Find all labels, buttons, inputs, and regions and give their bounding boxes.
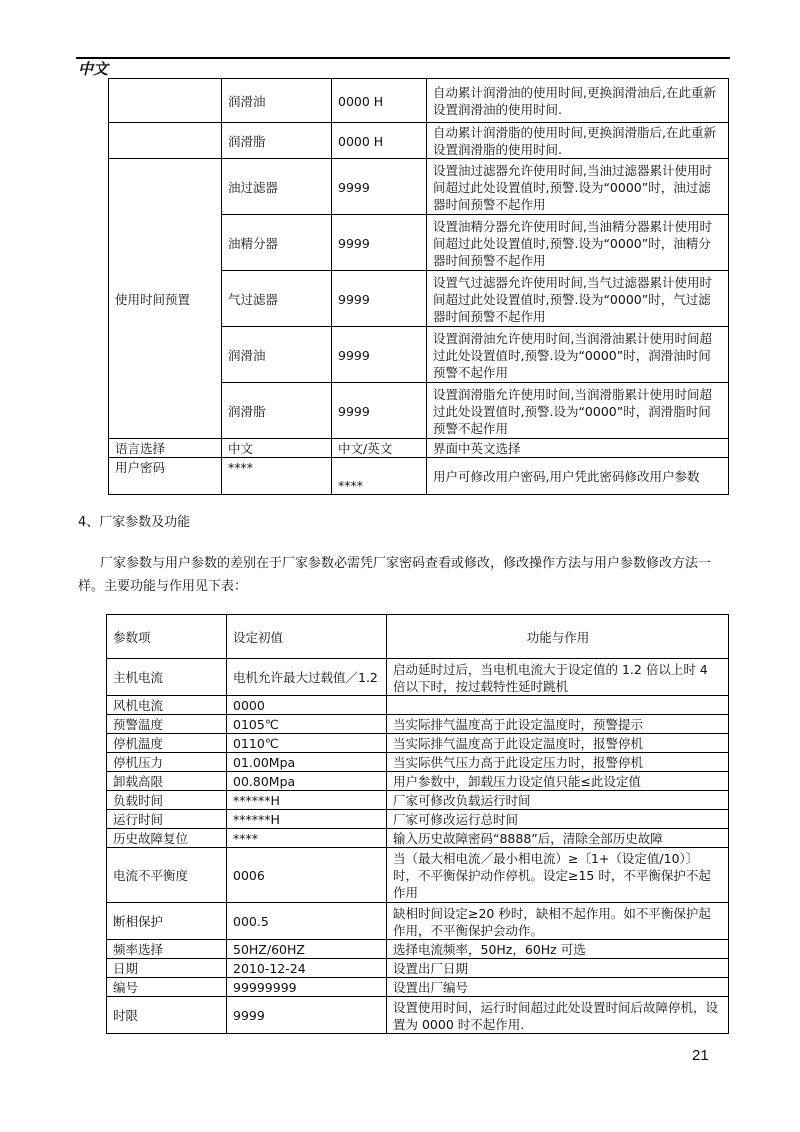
table-cell: 00.80Mpa <box>227 772 387 791</box>
usage-group-label: 使用时间预置 <box>109 159 222 439</box>
table-cell <box>109 123 222 159</box>
table-cell: 0000 <box>227 696 387 715</box>
table-cell: 停机温度 <box>107 734 227 753</box>
table-cell: 电流不平衡度 <box>107 848 227 903</box>
table-cell: 当（最大相电流／最小相电流）≥〔1+（设定值/10）〕时，不平衡保护动作停机。设定≥15 时，不平衡保护不起作用 <box>387 848 729 903</box>
table-cell: 99999999 <box>227 978 387 997</box>
table-cell: 润滑脂 <box>222 123 332 159</box>
table-cell: 0110℃ <box>227 734 387 753</box>
table-cell: 9999 <box>332 327 427 383</box>
table-row <box>107 734 729 753</box>
table-cell: 运行时间 <box>107 810 227 829</box>
table-cell: 编号 <box>107 978 227 997</box>
table-cell: 厂家可修改负载运行时间 <box>387 791 729 810</box>
table-cell: **** <box>222 458 332 495</box>
table-cell: ******H <box>227 791 387 810</box>
table-row <box>107 829 729 848</box>
table-row <box>107 659 729 696</box>
table-cell: 设置润滑脂允许使用时间,当润滑脂累计使用时间超过此处设置值时,预警.设为“0000”时，润滑脂时间预警不起作用 <box>427 383 729 439</box>
table-cell <box>109 79 222 123</box>
table-cell: 01.00Mpa <box>227 753 387 772</box>
table-cell: 厂家可修改运行总时间 <box>387 810 729 829</box>
table-cell: 停机压力 <box>107 753 227 772</box>
table-cell: 主机电流 <box>107 659 227 696</box>
table-cell: 用户密码 <box>109 458 222 495</box>
table-cell: 断相保护 <box>107 903 227 940</box>
table-row <box>107 940 729 959</box>
table-cell: 时限 <box>107 997 227 1034</box>
table-row <box>109 123 729 159</box>
table-cell: 9999 <box>332 271 427 327</box>
table-row <box>107 848 729 903</box>
table-row <box>109 159 729 215</box>
table-cell: 当实际排气温度高于此设定温度时，预警提示 <box>387 715 729 734</box>
table-cell: 用户参数中，卸载压力设定值只能≤此设定值 <box>387 772 729 791</box>
table-cell: 0105℃ <box>227 715 387 734</box>
table-header-cell: 设定初值 <box>227 615 387 659</box>
table-cell: 语言选择 <box>109 439 222 458</box>
table-row <box>107 903 729 940</box>
table-cell: 预警温度 <box>107 715 227 734</box>
table-cell: 9999 <box>332 383 427 439</box>
table-row <box>107 959 729 978</box>
table-cell: 自动累计润滑油的使用时间,更换润滑油后,在此重新设置润滑油的使用时间. <box>427 79 729 123</box>
table-cell: 0000 H <box>332 123 427 159</box>
table-cell <box>387 696 729 715</box>
table-cell: 输入历史故障密码“8888”后，清除全部历史故障 <box>387 829 729 848</box>
table-row <box>107 978 729 997</box>
table-cell: 历史故障复位 <box>107 829 227 848</box>
table-cell: 中文 <box>222 439 332 458</box>
table-row <box>109 439 729 458</box>
table-cell: 油过滤器 <box>222 159 332 215</box>
table-row <box>109 458 729 495</box>
section-intro: 厂家参数与用户参数的差别在于厂家参数必需凭厂家密码查看或修改，修改操作方法与用户参数修改方法一样。主要功能与作用见下表： <box>78 556 712 594</box>
table-row <box>109 79 729 123</box>
table-row <box>107 696 729 715</box>
table-cell: 9999 <box>227 997 387 1034</box>
table-cell: 日期 <box>107 959 227 978</box>
table-cell: 设置油过滤器允许使用时间,当油过滤器累计使用时间超过此处设置值时,预警.设为“0000”时，油过滤器时间预警不起作用 <box>427 159 729 215</box>
table-header-cell: 功能与作用 <box>387 615 729 659</box>
table-cell: 润滑脂 <box>222 383 332 439</box>
table-cell: 0000 H <box>332 79 427 123</box>
header-rule <box>76 57 730 59</box>
page-header-label: 中文 <box>78 60 109 78</box>
table-cell: 缺相时间设定≥20 秒时，缺相不起作用。如不平衡保护起作用，不平衡保护会动作。 <box>387 903 729 940</box>
table-cell: 设置使用时间，运行时间超过此处设置时间后故障停机，设置为 0000 时不起作用. <box>387 997 729 1034</box>
table-cell: 润滑油 <box>222 327 332 383</box>
table-cell: **** <box>227 829 387 848</box>
table-cell: 9999 <box>332 215 427 271</box>
table-cell: 卸载高限 <box>107 772 227 791</box>
table-row <box>107 772 729 791</box>
table-cell: 0006 <box>227 848 387 903</box>
page-number: 21 <box>692 1047 709 1064</box>
table-header-row <box>107 615 729 659</box>
table-cell: 自动累计润滑脂的使用时间,更换润滑脂后,在此重新设置润滑脂的使用时间. <box>427 123 729 159</box>
section-heading: 4、厂家参数及功能 <box>78 515 191 530</box>
table-cell: 设置气过滤器允许使用时间,当气过滤器累计使用时间超过此处设置值时,预警.设为“0000”时，气过滤器时间预警不起作用 <box>427 271 729 327</box>
table-cell: 设置出厂日期 <box>387 959 729 978</box>
table-cell: 界面中英文选择 <box>427 439 729 458</box>
table-cell: 设置润滑油允许使用时间,当润滑油累计使用时间超过此处设置值时,预警.设为“0000”时，润滑油时间预警不起作用 <box>427 327 729 383</box>
user-parameter-table <box>108 78 729 495</box>
table-cell: 50HZ/60HZ <box>227 940 387 959</box>
table-cell: 电机允许最大过载值／1.2 <box>227 659 387 696</box>
table-row <box>107 753 729 772</box>
table-cell: 中文/英文 <box>332 439 427 458</box>
table-row <box>107 791 729 810</box>
table-cell: 当实际排气温度高于此设定温度时，报警停机 <box>387 734 729 753</box>
table-cell: 2010-12-24 <box>227 959 387 978</box>
table-cell: 启动延时过后，当电机电流大于设定值的 1.2 倍以上时 4 倍以下时，按过载特性延时跳机 <box>387 659 729 696</box>
table-cell: 风机电流 <box>107 696 227 715</box>
table-cell: 负载时间 <box>107 791 227 810</box>
table-cell: 选择电流频率，50Hz，60Hz 可选 <box>387 940 729 959</box>
table-cell: 频率选择 <box>107 940 227 959</box>
table-header-cell: 参数项 <box>107 615 227 659</box>
table-row <box>107 997 729 1034</box>
table-cell: **** <box>332 458 427 495</box>
table-cell: 000.5 <box>227 903 387 940</box>
table-cell: 用户可修改用户密码,用户凭此密码修改用户参数 <box>427 458 729 495</box>
table-cell: 设置油精分器允许使用时间,当油精分器累计使用时间超过此处设置值时,预警.设为“0000”时，油精分器时间预警不起作用 <box>427 215 729 271</box>
table-row <box>107 715 729 734</box>
table-cell: 设置出厂编号 <box>387 978 729 997</box>
table-cell: 当实际供气压力高于此设定压力时，报警停机 <box>387 753 729 772</box>
table-row <box>107 810 729 829</box>
table-cell: 润滑油 <box>222 79 332 123</box>
table-cell: 气过滤器 <box>222 271 332 327</box>
table-cell: ******H <box>227 810 387 829</box>
table-cell: 油精分器 <box>222 215 332 271</box>
table-cell: 9999 <box>332 159 427 215</box>
factory-parameter-table <box>106 614 729 1034</box>
